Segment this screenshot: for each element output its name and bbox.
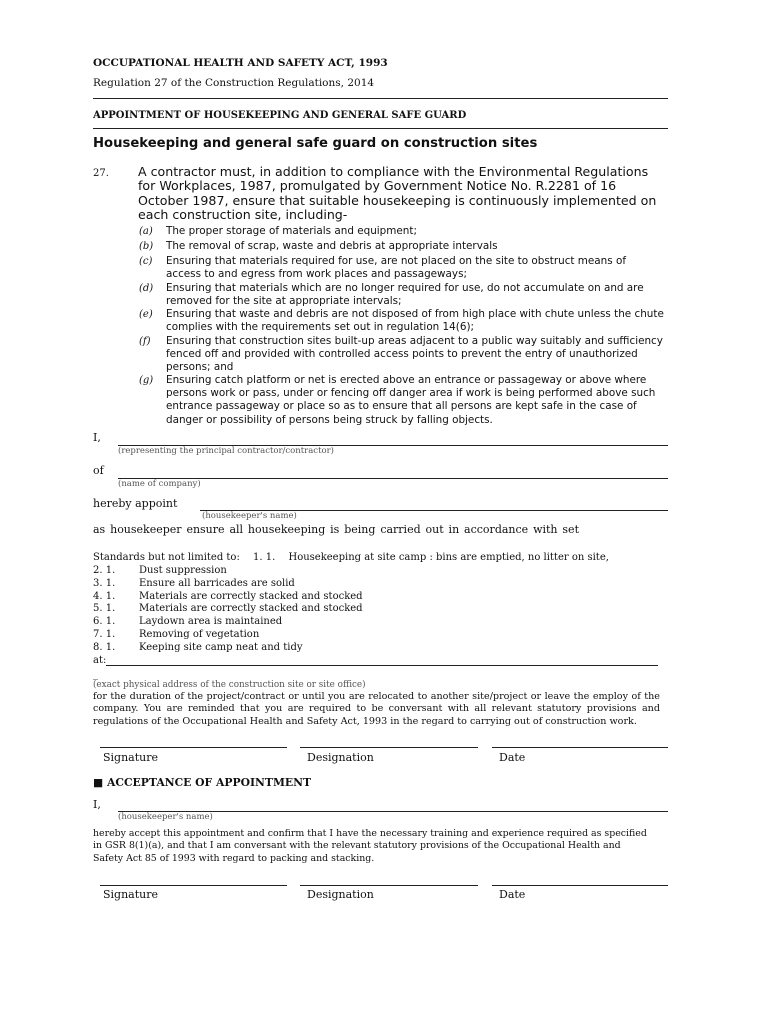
regulation-item — [139, 225, 664, 238]
regulation-item — [139, 240, 664, 253]
header-divider-top — [93, 98, 668, 99]
acceptance-date-label: Date — [499, 888, 526, 901]
item-label: (e) — [139, 309, 153, 320]
designation-line[interactable] — [300, 747, 478, 748]
date-line[interactable] — [492, 747, 668, 748]
item-text: The removal of scrap, waste and debris at appropriate intervals — [166, 240, 498, 252]
page-heading: Housekeeping and general safe guard on construction sites — [93, 136, 538, 151]
designation-label: Designation — [307, 751, 374, 764]
standard-text: Materials are correctly stacked and stocked — [139, 603, 363, 614]
standard-number: 5. 1. — [93, 603, 116, 614]
bullet-square-icon: ■ — [93, 776, 104, 789]
standard-text: Laydown area is maintained — [139, 616, 283, 627]
company-hint: (name of company) — [118, 479, 201, 489]
acceptance-text: hereby accept this appointment and confirm that I have the necessary training and experience required as specified in GSR 8(1)(a), and that I am conversant with the relevant statutory provisions of the Occupational Health and Safety Act 85 of 1993 with regard to packing and stacking. — [93, 828, 647, 864]
list-item — [93, 641, 303, 654]
site-address-hint: (exact physical address of the construction site or site office) — [93, 680, 366, 690]
housekeeper-hint: (housekeeper's name) — [202, 511, 297, 521]
standard-number: 2. 1. — [93, 565, 116, 576]
regulation-item — [139, 282, 664, 308]
regulation-item — [139, 335, 664, 375]
date-label: Date — [499, 751, 526, 764]
item-label: (d) — [139, 283, 154, 294]
standard-number: 8. 1. — [93, 642, 116, 653]
standard-text: Dust suppression — [139, 565, 227, 576]
regulation-item — [139, 255, 664, 281]
list-item — [93, 564, 227, 577]
item-label: (f) — [139, 336, 151, 347]
appoint-label: hereby appoint — [93, 497, 178, 510]
item-text: The proper storage of materials and equipment; — [166, 225, 417, 237]
standard-number: 7. 1. — [93, 629, 116, 640]
at-label: at: — [93, 655, 107, 666]
standard-text: Removing of vegetation — [139, 629, 260, 640]
list-item — [93, 628, 259, 641]
site-address-field[interactable] — [106, 665, 658, 666]
item-text: Ensuring catch platform or net is erected above an entrance or passageway or above where persons work or pass, under or fencing off danger area if work is being performed above such entrance passageway or place so as to ensure that all persons are kept safe in the case of danger or possibility of persons being struck by falling objects. — [166, 374, 656, 426]
acceptance-title-row — [93, 776, 311, 789]
regulation-number: 27. — [93, 168, 109, 179]
standards-intro: Standards but not limited to: — [93, 552, 240, 563]
item-text: Ensuring that construction sites built-up areas adjacent to a public way suitably and sufficiency fenced off and provided with controlled access points to prevent the entry of unauthorized persons; and — [166, 335, 663, 374]
standard-text: Housekeeping at site camp : bins are emptied, no litter on site, — [288, 552, 609, 563]
acceptance-date-line[interactable] — [492, 885, 668, 886]
regulation-reference: Regulation 27 of the Construction Regulations, 2014 — [93, 77, 375, 89]
signature-label: Signature — [103, 751, 159, 764]
standard-number: 1. 1. — [253, 552, 276, 563]
header-divider-bottom — [93, 128, 668, 129]
regulation-item — [139, 308, 664, 334]
list-item — [93, 602, 363, 615]
acceptance-title: ACCEPTANCE OF APPOINTMENT — [106, 776, 312, 789]
standard-number: 3. 1. — [93, 578, 116, 589]
standard-number: 6. 1. — [93, 616, 116, 627]
acceptance-designation-label: Designation — [307, 888, 374, 901]
i-label: I, — [93, 431, 101, 444]
item-label: (b) — [139, 241, 154, 252]
acceptance-designation-line[interactable] — [300, 885, 478, 886]
duration-text: for the duration of the project/contract or until you are relocated to another site/project or leave the employ of the company. You are reminded that you are required to be conversant with all relevant statutory provisions and regulations of the Occupational Health and Safety Act, 1993 in the regard to carrying out of construction work. — [93, 691, 660, 727]
item-text: Ensuring that materials which are no longer required for use, do not accumulate on and are removed for the site at appropriate intervals; — [166, 282, 644, 308]
item-label: (c) — [139, 256, 153, 267]
acceptance-signature-line[interactable] — [100, 885, 287, 886]
standard-text: Ensure all barricades are solid — [139, 578, 295, 589]
signature-line[interactable] — [100, 747, 287, 748]
section-title: APPOINTMENT OF HOUSEKEEPING AND GENERAL SAFE GUARD — [93, 110, 467, 121]
item-text: Ensuring that waste and debris are not disposed of from high place with chute unless the chute complies with the requirements set out in regulation 14(6); — [166, 308, 664, 334]
regulation-intro: A contractor must, in addition to compliance with the Environmental Regulations for Workplaces, 1987, promulgated by Government Notice No. R.2281 of 16 October 1987, ensure that suitable housekeeping is continuously implemented on each construction site, including- — [138, 164, 657, 223]
acceptance-signature-label: Signature — [103, 888, 159, 901]
contractor-hint: (representing the principal contractor/contractor) — [118, 446, 334, 456]
standard-text: Keeping site camp neat and tidy — [139, 642, 303, 653]
list-item — [93, 577, 295, 590]
regulation-item — [139, 374, 664, 427]
item-label: (g) — [139, 375, 154, 386]
standard-number: 4. 1. — [93, 591, 116, 602]
act-title: OCCUPATIONAL HEALTH AND SAFETY ACT, 1993 — [93, 57, 388, 69]
item-text: Ensuring that materials required for use, are not placed on the site to obstruct means of access to and egress from work places and passageways; — [166, 255, 626, 281]
item-label: (a) — [139, 226, 153, 237]
as-housekeeper-text: as housekeeper ensure all housekeeping is being carried out in accordance with set — [93, 523, 579, 536]
of-label: of — [93, 464, 104, 477]
at-underscore: _ — [93, 669, 98, 680]
acceptance-i-label: I, — [93, 798, 101, 811]
list-item — [93, 615, 282, 628]
standard-text: Materials are correctly stacked and stocked — [139, 591, 363, 602]
acceptance-hint: (housekeeper's name) — [118, 812, 213, 822]
standards-intro-line — [93, 551, 609, 564]
